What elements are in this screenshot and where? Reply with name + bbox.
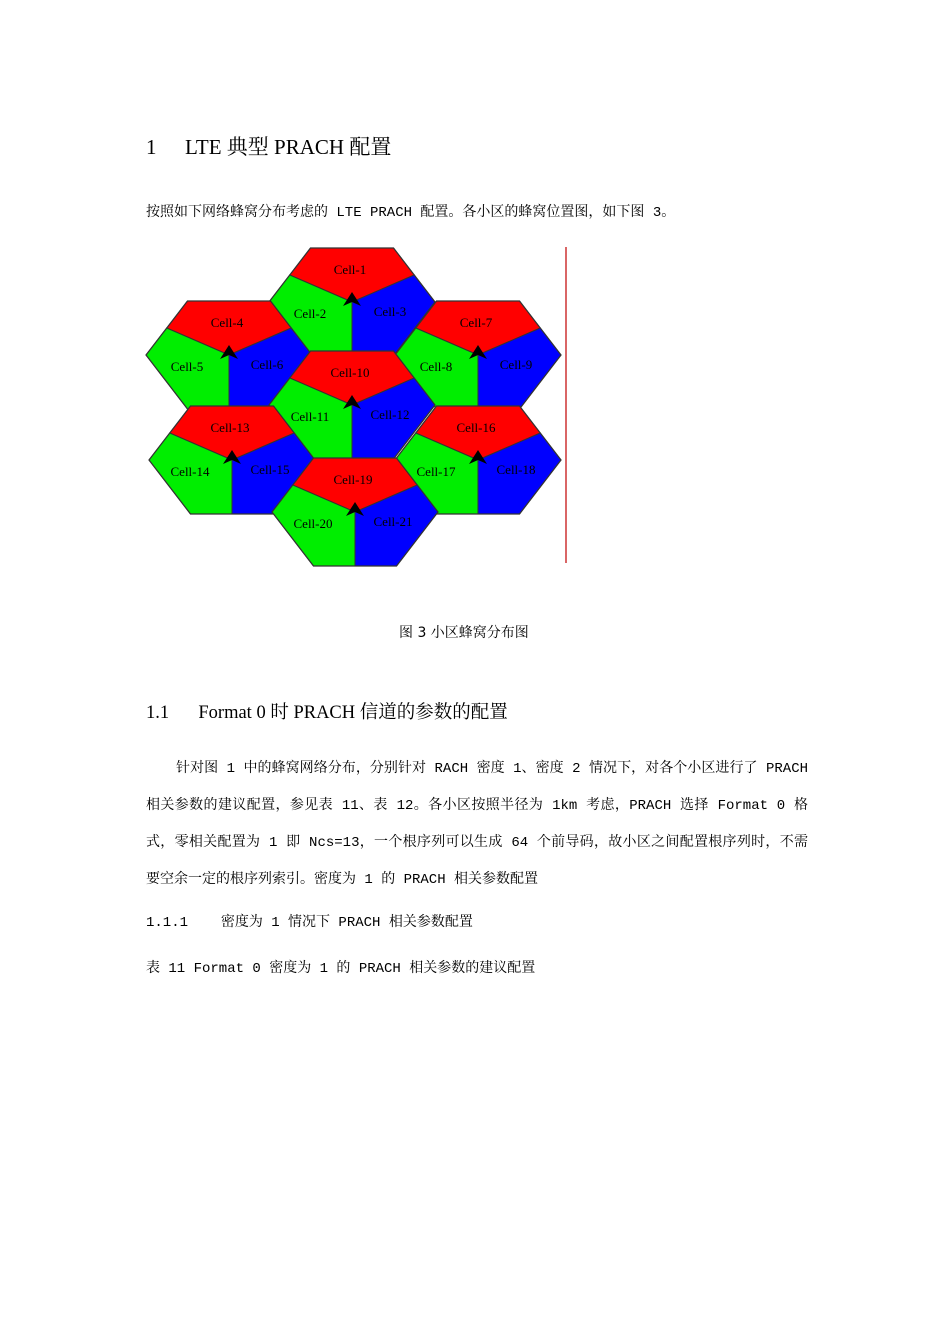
section-heading [146, 131, 391, 161]
cell-label: Cell-20 [293, 516, 333, 531]
cell-label: Cell-3 [373, 304, 407, 319]
subsubsection-title: 密度为 1 情况下 PRACH 相关参数配置 [220, 915, 473, 931]
cell-label: Cell-2 [293, 306, 327, 321]
cell-label: Cell-14 [170, 464, 210, 479]
cell-label: Cell-13 [210, 420, 250, 435]
subsection-number: 1.1 [146, 703, 170, 723]
cell-label: Cell-12 [370, 407, 410, 422]
intro-text: 按照如下网络蜂窝分布考虑的 LTE PRACH 配置。各小区的蜂窝位置图，如下图 3。 [146, 205, 676, 221]
subsection-heading [146, 698, 508, 724]
cell-label: Cell-11 [290, 409, 330, 424]
cell-label: Cell-7 [459, 315, 493, 330]
body-paragraph [146, 751, 808, 899]
table-caption: 表 11 Format 0 密度为 1 的 PRACH 相关参数的建议配置 [146, 961, 536, 977]
cell-label: Cell-15 [250, 462, 290, 477]
cell-label: Cell-8 [419, 359, 453, 374]
section-title: LTE 典型 PRACH 配置 [185, 135, 392, 159]
cell-layout-figure [140, 240, 580, 570]
subsection-title: Format 0 时 PRACH 信道的参数的配置 [198, 703, 508, 723]
cell-label: Cell-21 [373, 514, 413, 529]
subsubsection-number: 1.1.1 [146, 915, 189, 931]
cell-label: Cell-16 [456, 420, 496, 435]
cell-label: Cell-1 [333, 262, 367, 277]
figure-caption: 图 3 小区蜂窝分布图 [399, 625, 529, 641]
section-number: 1 [146, 135, 157, 159]
cell-label: Cell-19 [333, 472, 373, 487]
body-paragraph-text: 针对图 1 中的蜂窝网络分布，分别针对 RACH 密度 1、密度 2 情况下，对各个小区进行了 PRACH 相关参数的建议配置，参见表 11、表 12。各小区按照半径为 1km 考虑，PRACH 选择 Format 0 格式，零相关配置为 1 即 Ncs=13，一个根序列可以生成 64 个前导码，故小区之间配置根序列时，不需要空余一定的根序列索引。密度为 1 的 PRACH 相关参数配置 [146, 761, 808, 888]
subsubsection-heading [146, 911, 473, 931]
cell-label: Cell-6 [250, 357, 284, 372]
cell-label: Cell-18 [496, 462, 536, 477]
cell-label: Cell-5 [170, 359, 204, 374]
cell-label: Cell-17 [416, 464, 456, 479]
cell-label: Cell-10 [330, 365, 370, 380]
cell-label: Cell-9 [499, 357, 533, 372]
cell-label: Cell-4 [210, 315, 244, 330]
